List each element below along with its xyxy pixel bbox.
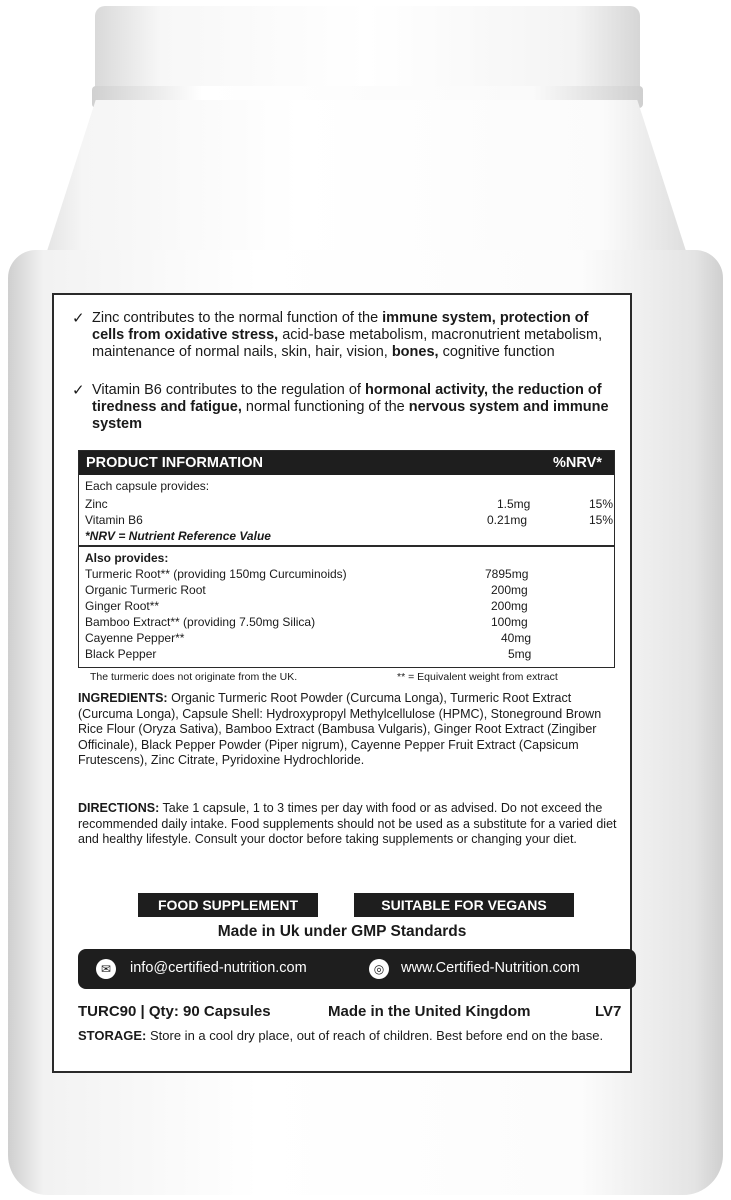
extract-footnote: ** = Equivalent weight from extract: [397, 671, 558, 683]
extra-name: Cayenne Pepper**: [85, 631, 185, 645]
nutrient-nrv: 15%: [589, 513, 614, 527]
extra-name: Bamboo Extract** (providing 7.50mg Silica): [85, 615, 316, 629]
nutrient-name: Vitamin B6: [85, 513, 143, 527]
zinc-bold-2: bones,: [391, 344, 439, 360]
storage-text: Store in a cool dry place, out of reach of children. Best before end on the base.: [146, 1028, 604, 1043]
zinc-bold-1: immune system, protection of cells from oxidative stress,: [92, 310, 589, 343]
directions-label: DIRECTIONS:: [78, 801, 160, 815]
check-icon: ✓: [72, 382, 85, 399]
extra-name: Ginger Root**: [85, 599, 160, 613]
extra-amount: 40mg: [501, 631, 532, 645]
sku-code: TURC90 | Qty: 90 Capsules: [78, 1003, 271, 1020]
b6-text-1: Vitamin B6 contributes to the regulation of: [92, 382, 365, 398]
table-header: [79, 451, 614, 475]
also-provides-label: Also provides:: [85, 551, 169, 565]
nutrient-nrv: 15%: [589, 497, 614, 511]
extra-name: Organic Turmeric Root: [85, 583, 206, 597]
globe-icon: ◎: [369, 959, 389, 979]
extra-amount: 200mg: [491, 583, 528, 597]
nutrient-name: Zinc: [85, 497, 108, 511]
b6-bold-2: nervous system and immune system: [92, 399, 609, 432]
origin-footnote: The turmeric does not originate from the UK.: [90, 671, 298, 683]
product-label: [52, 293, 632, 1073]
nutrient-amount: 1.5mg: [497, 497, 531, 511]
contact-bar: [78, 949, 636, 989]
table-divider: [79, 545, 614, 547]
each-capsule-label: Each capsule provides:: [85, 479, 210, 493]
bottle-cap: [95, 6, 640, 98]
directions-block: [78, 801, 623, 848]
b6-bold-1: hormonal activity, the reduction of tiredness and fatigue,: [92, 382, 602, 415]
extra-amount: 7895mg: [485, 567, 529, 581]
envelope-icon: ✉: [96, 959, 116, 979]
nutrient-amount: 0.21mg: [487, 513, 528, 527]
vegan-badge: SUITABLE FOR VEGANS: [354, 893, 574, 917]
website-link[interactable]: www.Certified-Nutrition.com: [401, 960, 580, 976]
check-icon: ✓: [72, 310, 85, 327]
zinc-text-2: acid-base metabolism, macronutrient metabolism, maintenance of normal nails, skin, hair, vision,: [92, 327, 603, 360]
nrv-header: %NRV*: [553, 455, 602, 471]
nrv-note: *NRV = Nutrient Reference Value: [85, 529, 271, 543]
product-information-table: [78, 450, 615, 668]
table-title: PRODUCT INFORMATION: [86, 455, 263, 471]
extra-amount: 5mg: [508, 647, 532, 661]
extra-amount: 200mg: [491, 599, 528, 613]
gmp-statement: Made in Uk under GMP Standards: [217, 923, 467, 940]
b6-benefit: [72, 382, 612, 433]
food-supplement-badge: FOOD SUPPLEMENT: [138, 893, 318, 917]
b6-text-2: normal functioning of the: [241, 399, 409, 415]
storage-label: STORAGE:: [78, 1028, 147, 1043]
zinc-benefit: [72, 310, 612, 361]
lot-code: LV7: [595, 1003, 622, 1020]
zinc-text-3: cognitive function: [438, 344, 555, 360]
extra-name: Black Pepper: [85, 647, 157, 661]
ingredients-text: Organic Turmeric Root Powder (Curcuma Longa), Turmeric Root Extract (Curcuma Longa), Capsule Shell: Hydroxypropyl Methylcellulose (HPMC), Stoneground Brown Rice Flour (Oryza Sativa), Bamboo Extract (Bambusa Vulgaris), Ginger Root Extract (Zingiber Officinale), Black Pepper Powder (Piper nigrum), Cayenne Pepper Fruit Extract (Capsicum Frutescens), Zinc Citrate, Pyridoxine Hydrochloride.: [78, 691, 602, 767]
email-link[interactable]: info@certified-nutrition.com: [130, 960, 307, 976]
zinc-text-1: Zinc contributes to the normal function of the: [92, 310, 383, 326]
storage-block: [78, 1027, 638, 1044]
directions-text: Take 1 capsule, 1 to 3 times per day with food or as advised. Do not exceed the recommended daily intake. Food supplements should not be used as a substitute for a varied diet and healthy lifestyle. Consult your doctor before taking supplements or changing your diet.: [78, 801, 617, 846]
country-of-origin: Made in the United Kingdom: [328, 1003, 531, 1020]
ingredients-label: INGREDIENTS:: [78, 691, 168, 705]
ingredients-block: [78, 691, 623, 769]
extra-amount: 100mg: [491, 615, 528, 629]
extra-name: Turmeric Root** (providing 150mg Curcuminoids): [85, 567, 347, 581]
